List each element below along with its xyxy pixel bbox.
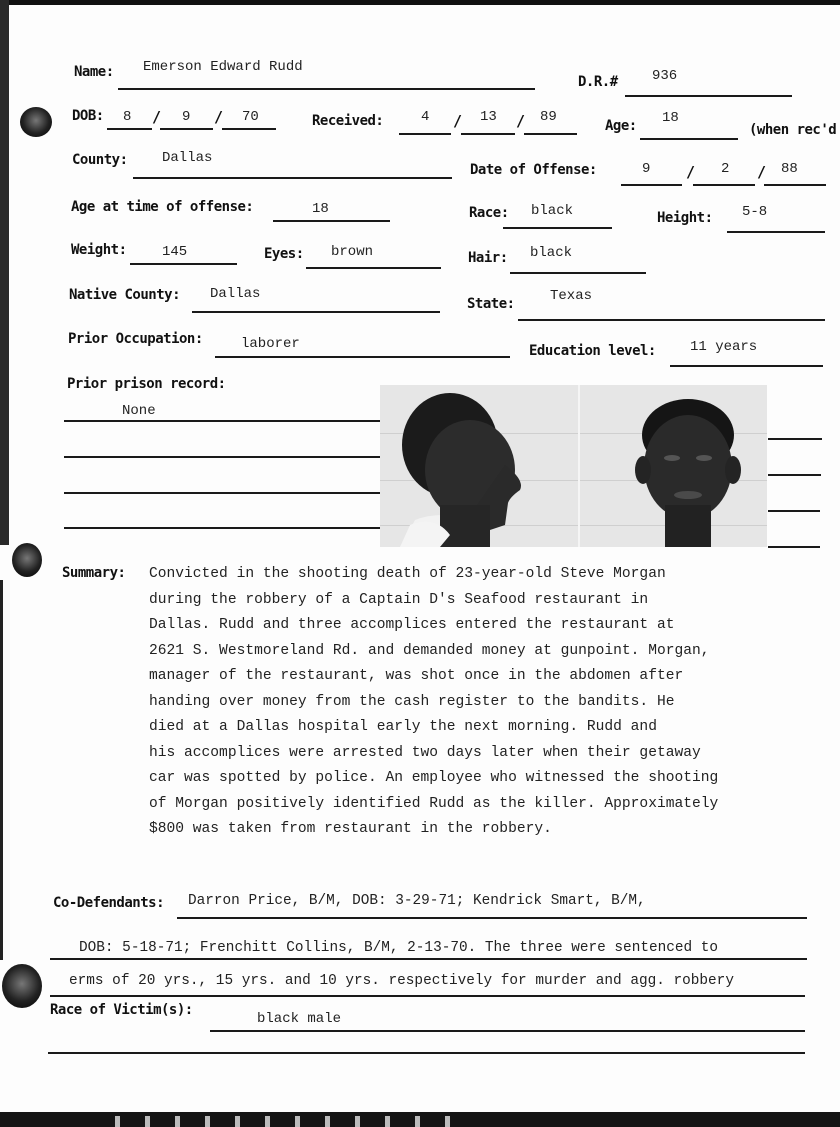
summary-line: died at a Dallas hospital early the next morning. Rudd and bbox=[149, 719, 657, 735]
race-label: Race: bbox=[469, 205, 509, 221]
eyes-label: Eyes: bbox=[264, 246, 304, 262]
height-value: 5-8 bbox=[742, 204, 768, 220]
race-value: black bbox=[531, 203, 574, 219]
county-value: Dallas bbox=[162, 150, 213, 166]
received-separator-1: / bbox=[453, 112, 463, 130]
education-level-label: Education level: bbox=[529, 343, 656, 359]
summary-line: Convicted in the shooting death of 23-year-old Steve Morgan bbox=[149, 566, 666, 582]
prior-record-line-4 bbox=[64, 527, 380, 529]
name-label: Name: bbox=[74, 64, 114, 80]
co-defendants-line-3: erms of 20 yrs., 15 yrs. and 10 yrs. respectively for murder and agg. robbery bbox=[69, 973, 734, 989]
offense-year: 88 bbox=[781, 161, 798, 177]
prior-prison-record-label: Prior prison record: bbox=[67, 376, 226, 392]
dob-separator-2: / bbox=[214, 108, 224, 126]
dob-month: 8 bbox=[123, 109, 132, 125]
prior-record-line-1 bbox=[64, 420, 380, 422]
right-rule-2 bbox=[768, 474, 821, 476]
offense-year-line bbox=[764, 184, 826, 186]
blank-rule bbox=[48, 1052, 805, 1054]
front-view bbox=[635, 399, 741, 547]
dob-month-line bbox=[107, 128, 152, 130]
age-at-offense-value: 18 bbox=[312, 201, 329, 217]
received-day-line bbox=[461, 133, 515, 135]
weight-line bbox=[130, 263, 237, 265]
weight-value: 145 bbox=[162, 244, 188, 260]
hair-line bbox=[510, 272, 646, 274]
dob-separator-1: / bbox=[152, 108, 162, 126]
age-at-offense-line bbox=[273, 220, 390, 222]
weight-label: Weight: bbox=[71, 242, 127, 258]
state-line bbox=[518, 319, 825, 321]
co-defendants-label: Co-Defendants: bbox=[53, 895, 165, 911]
received-label: Received: bbox=[312, 113, 384, 129]
native-county-value: Dallas bbox=[210, 286, 261, 302]
right-rule-4 bbox=[768, 546, 820, 548]
hair-value: black bbox=[530, 245, 573, 261]
dob-day-line bbox=[160, 128, 213, 130]
received-month-line bbox=[399, 133, 451, 135]
summary-line: handing over money from the cash register to the bandits. He bbox=[149, 693, 675, 710]
mugshot-figures bbox=[380, 385, 767, 547]
summary-line: 2621 S. Westmoreland Rd. and demanded money at gunpoint. Morgan, bbox=[149, 642, 710, 659]
scan-top-edge bbox=[0, 0, 840, 5]
prior-occupation-label: Prior Occupation: bbox=[68, 331, 203, 347]
age-at-offense-label: Age at time of offense: bbox=[71, 199, 254, 215]
age-value: 18 bbox=[662, 110, 679, 126]
summary-label: Summary: bbox=[62, 565, 126, 581]
received-day: 13 bbox=[480, 109, 497, 125]
prior-occupation-value: laborer bbox=[241, 336, 300, 352]
received-year: 89 bbox=[540, 109, 557, 125]
right-rule-3 bbox=[768, 510, 820, 512]
education-level-line bbox=[670, 365, 823, 367]
race-of-victim-line bbox=[210, 1030, 805, 1032]
prior-occupation-line bbox=[215, 356, 510, 358]
summary-line: of Morgan positively identified Rudd as the killer. Approximately bbox=[149, 795, 719, 812]
offense-separator-1: / bbox=[686, 163, 696, 181]
mugshot-photo bbox=[380, 385, 767, 547]
summary-line: Dallas. Rudd and three accomplices entered the restaurant at bbox=[149, 617, 675, 633]
prior-record-line-2 bbox=[64, 456, 380, 458]
profile-view bbox=[400, 393, 521, 547]
co-defendants-line-1: Darron Price, B/M, DOB: 3-29-71; Kendrick Smart, B/M, bbox=[188, 893, 646, 909]
race-line bbox=[503, 227, 612, 229]
hair-label: Hair: bbox=[468, 250, 508, 266]
received-year-line bbox=[524, 133, 577, 135]
age-line bbox=[640, 138, 738, 140]
date-of-offense-label: Date of Offense: bbox=[470, 162, 597, 178]
summary-text bbox=[149, 562, 829, 843]
co-defendants-line-2: DOB: 5-18-71; Frenchitt Collins, B/M, 2-13-70. The three were sentenced to bbox=[79, 940, 719, 956]
race-of-victim-value: black male bbox=[257, 1011, 342, 1027]
county-line bbox=[133, 177, 452, 179]
offense-separator-2: / bbox=[757, 163, 767, 181]
offense-day: 2 bbox=[721, 161, 730, 177]
name-line bbox=[118, 88, 535, 90]
name-value: Emerson Edward Rudd bbox=[143, 59, 303, 75]
dr-number-value: 936 bbox=[652, 68, 678, 84]
eyes-value: brown bbox=[331, 244, 374, 260]
co-defendants-rule-1 bbox=[177, 917, 807, 919]
race-of-victim-label: Race of Victim(s): bbox=[50, 1002, 193, 1018]
punch-hole-top bbox=[20, 107, 52, 137]
dr-number-line bbox=[625, 95, 792, 97]
scan-left-edge-lower bbox=[0, 580, 3, 960]
county-label: County: bbox=[72, 152, 128, 168]
offense-month-line bbox=[621, 184, 682, 186]
education-level-value: 11 years bbox=[690, 339, 758, 355]
summary-line: his accomplices were arrested two days later when their getaway bbox=[149, 744, 701, 761]
prior-record-line-3 bbox=[64, 492, 380, 494]
punch-hole-bottom bbox=[2, 964, 42, 1008]
punch-hole-middle bbox=[12, 543, 42, 577]
native-county-line bbox=[192, 311, 440, 313]
right-rule-1 bbox=[768, 438, 822, 440]
offense-day-line bbox=[693, 184, 755, 186]
dob-label: DOB: bbox=[72, 108, 104, 124]
state-label: State: bbox=[467, 296, 515, 312]
height-line bbox=[727, 231, 825, 233]
dob-year-line bbox=[222, 128, 276, 130]
prior-prison-record-value: None bbox=[122, 403, 156, 419]
dob-day: 9 bbox=[182, 109, 191, 125]
height-label: Height: bbox=[657, 210, 713, 226]
received-separator-2: / bbox=[516, 112, 526, 130]
co-defendants-rule-3 bbox=[50, 995, 805, 997]
offense-month: 9 bbox=[642, 161, 651, 177]
eyes-line bbox=[306, 267, 441, 269]
received-month: 4 bbox=[421, 109, 430, 125]
summary-line: $800 was taken from restaurant in the robbery. bbox=[149, 821, 552, 837]
scan-left-edge bbox=[0, 0, 9, 545]
summary-line: during the robbery of a Captain D's Seafood restaurant in bbox=[149, 591, 649, 608]
co-defendants-rule-2 bbox=[50, 958, 807, 960]
age-label: Age: bbox=[605, 118, 637, 134]
scan-bottom-edge bbox=[0, 1112, 840, 1127]
summary-line: car was spotted by police. An employee who witnessed the shooting bbox=[149, 770, 719, 786]
native-county-label: Native County: bbox=[69, 287, 181, 303]
summary-line: manager of the restaurant, was shot once in the abdomen after bbox=[149, 668, 684, 684]
dob-year: 70 bbox=[242, 109, 259, 125]
dr-number-label: D.R.# bbox=[578, 74, 618, 90]
age-note: (when rec'd bbox=[749, 122, 837, 138]
state-value: Texas bbox=[550, 288, 593, 304]
